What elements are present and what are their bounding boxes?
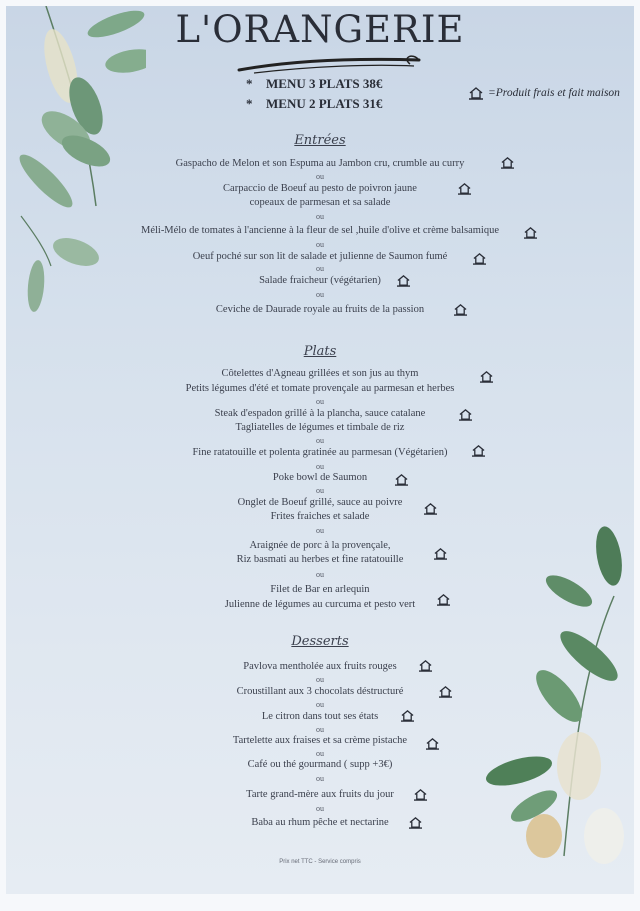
dish-item: Filet de Bar en arlequin	[270, 584, 370, 595]
ou-separator: ou	[316, 700, 324, 709]
section-entrees: Entrées	[294, 133, 346, 148]
dish-item: Steak d'espadon grillé à la plancha, sauce catalane	[214, 408, 426, 419]
ou-separator: ou	[316, 725, 324, 734]
menu-3-plats	[246, 76, 382, 92]
dish-item: Croustillant aux 3 chocolats déstructuré	[236, 686, 404, 697]
ou-separator: ou	[316, 462, 324, 471]
price-footer: Prix net TTC - Service compris	[279, 859, 361, 865]
homemade-icon	[400, 709, 415, 722]
ou-separator: ou	[316, 570, 324, 579]
dish-item: Tartelette aux fraises et sa crème pistache	[232, 735, 408, 746]
homemade-icon	[458, 408, 473, 421]
dish-item: Fine ratatouille et polenta gratinée au parmesan (Végétarien)	[192, 447, 448, 458]
dish-item: Café ou thé gourmand ( supp +3€)	[247, 759, 393, 770]
homemade-icon	[438, 685, 453, 698]
legend-text: =Produit frais et fait maison	[488, 87, 620, 99]
dish-item: Baba au rhum pêche et nectarine	[251, 817, 389, 828]
homemade-icon	[423, 502, 438, 515]
menu-label: MENU 3 PLATS 38€	[266, 76, 383, 91]
dish-item: Méli-Mélo de tomates à l'ancienne à la fleur de sel ,huile d'olive et crème balsamique	[140, 225, 500, 236]
homemade-icon	[413, 788, 428, 801]
dish-item: Le citron dans tout ses états	[261, 711, 379, 722]
ou-separator: ou	[316, 804, 324, 813]
homemade-icon	[425, 737, 440, 750]
ou-separator: ou	[316, 397, 324, 406]
homemade-icon	[523, 226, 538, 239]
dish-item: copeaux de parmesan et sa salade	[249, 197, 391, 208]
menu-2-plats	[246, 96, 382, 112]
homemade-icon	[479, 370, 494, 383]
homemade-icon	[468, 86, 484, 100]
menu-bullet: *	[246, 96, 253, 111]
homemade-icon	[500, 156, 515, 169]
ou-separator: ou	[316, 486, 324, 495]
ou-separator: ou	[316, 212, 324, 221]
section-desserts: Desserts	[291, 634, 349, 649]
dish-item: Julienne de légumes au curcuma et pesto vert	[224, 599, 416, 610]
ou-separator: ou	[316, 264, 324, 273]
menu-label: MENU 2 PLATS 31€	[266, 96, 383, 111]
homemade-icon	[394, 473, 409, 486]
ou-separator: ou	[316, 240, 324, 249]
title-swoosh-decoration	[234, 54, 424, 76]
dish-item: Petits légumes d'été et tomate provençale au parmesan et herbes	[185, 383, 455, 394]
ou-separator: ou	[316, 436, 324, 445]
dish-item: Côtelettes d'Agneau grillées et son jus au thym	[221, 368, 419, 379]
dish-item: Gaspacho de Melon et son Espuma au Jambon cru, crumble au curry	[175, 158, 465, 169]
ou-separator: ou	[316, 172, 324, 181]
homemade-icon	[472, 252, 487, 265]
dish-item: Onglet de Boeuf grillé, sauce au poivre	[237, 497, 403, 508]
homemade-icon	[408, 816, 423, 829]
menu-bullet: *	[246, 76, 253, 91]
homemade-icon	[457, 182, 472, 195]
homemade-legend	[468, 86, 620, 100]
menu-page	[6, 6, 634, 894]
homemade-icon	[433, 547, 448, 560]
dish-item: Carpaccio de Boeuf au pesto de poivron jaune	[223, 183, 417, 194]
homemade-icon	[453, 303, 468, 316]
homemade-icon	[436, 593, 451, 606]
dish-item: Pavlova mentholée aux fruits rouges	[243, 661, 397, 672]
homemade-icon	[418, 659, 433, 672]
dish-item: Ceviche de Daurade royale au fruits de la passion	[215, 304, 425, 315]
dish-item: Oeuf poché sur son lit de salade et julienne de Saumon fumé	[192, 251, 448, 262]
restaurant-title: L'ORANGERIE	[175, 8, 465, 51]
ou-separator: ou	[316, 526, 324, 535]
dish-item: Tagliatelles de légumes et timbale de riz	[235, 422, 405, 433]
homemade-icon	[471, 444, 486, 457]
homemade-icon	[396, 274, 411, 287]
dish-item: Tarte grand-mère aux fruits du jour	[246, 789, 394, 800]
dish-item: Poke bowl de Saumon	[272, 472, 368, 483]
dish-item: Frites fraiches et salade	[270, 511, 370, 522]
dish-item: Riz basmati au herbes et fine ratatouille	[236, 554, 404, 565]
ou-separator: ou	[316, 675, 324, 684]
ou-separator: ou	[316, 290, 324, 299]
section-plats: Plats	[303, 344, 337, 359]
dish-item: Salade fraicheur (végétarien)	[259, 275, 381, 286]
dish-item: Araignée de porc à la provençale,	[249, 540, 391, 551]
ou-separator: ou	[316, 749, 324, 758]
ou-separator: ou	[316, 774, 324, 783]
